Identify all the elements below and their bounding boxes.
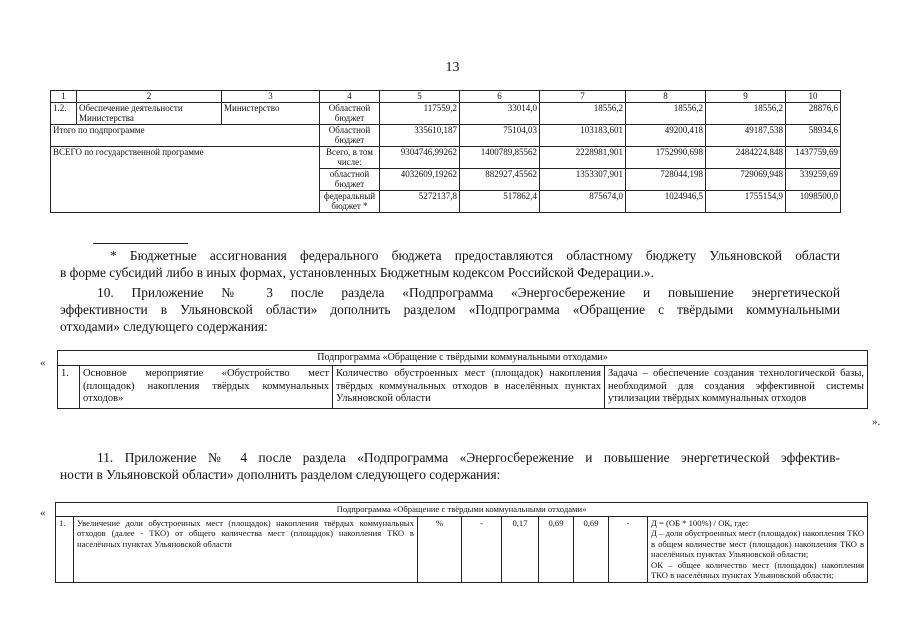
indicator-table — [55, 502, 868, 583]
cell-value: 1437759,69 — [786, 146, 841, 168]
base-value-cell: - — [462, 516, 502, 582]
table-title-row — [58, 351, 868, 366]
row-source: областной бюджет — [320, 168, 380, 190]
row-source: Областной бюджет — [320, 102, 380, 124]
cell-value: 28876,6 — [786, 102, 841, 124]
column-header: 7 — [540, 91, 626, 103]
paragraph-line: ности в Ульяновской области» дополнить разделом следующего содержания: — [60, 467, 501, 482]
indicator-cell: Количество обустроенных мест (площадок) накопления твёрдых коммунальных отходов в населённых пунктах Ульяновской области — [333, 366, 605, 409]
cell-value: 1400789,85562 — [460, 146, 540, 168]
table-header-row — [51, 91, 841, 103]
cell-value: 729069,948 — [706, 168, 786, 190]
cell-value: 49187,538 — [706, 124, 786, 146]
paragraph-line: отходами» следующего содержания: — [60, 319, 268, 334]
total-label: ВСЕГО по государственной программе — [51, 146, 320, 212]
cell-value: 103183,601 — [540, 124, 626, 146]
cell-value: 18556,2 — [706, 102, 786, 124]
table-title: Подпрограмма «Обращение с твёрдыми коммунальными отходами» — [58, 351, 868, 366]
cell-value: 18556,2 — [540, 102, 626, 124]
cell-value: 18556,2 — [626, 102, 706, 124]
task-cell: Задача – обеспечение создания технологической базы, необходимой для создания эффективной системы утилизации твёрдых коммунальных отходов — [605, 366, 868, 409]
cell-value: 0,69 — [539, 516, 574, 582]
cell-value: 335610,187 — [380, 124, 460, 146]
table-row — [58, 366, 868, 409]
cell-value: 0,17 — [502, 516, 539, 582]
table-row — [51, 124, 841, 146]
budget-table — [50, 90, 841, 213]
formula-cell — [648, 516, 868, 582]
cell-value: 1752990,698 — [626, 146, 706, 168]
cell-value: 2484224,848 — [706, 146, 786, 168]
cell-value: 1353307,901 — [540, 168, 626, 190]
cell-value: 1755154,9 — [706, 190, 786, 212]
cell-value: 2228981,901 — [540, 146, 626, 168]
cell-value: 517862,4 — [460, 190, 540, 212]
cell-value: 728044,198 — [626, 168, 706, 190]
cell-value: 33014,0 — [460, 102, 540, 124]
column-header: 9 — [706, 91, 786, 103]
column-header: 8 — [626, 91, 706, 103]
formula-definition: ОК – общее количество мест (площадок) накопления ТКО в населённых пунктах Ульяновской области; — [651, 559, 865, 580]
subprogram-table — [57, 350, 868, 409]
cell-value: 5272137,8 — [380, 190, 460, 212]
footnote-divider — [93, 243, 188, 244]
footnote-line: * Бюджетные ассигнования федерального бюджета предоставляются областному бюджету Ульяновской области — [110, 248, 840, 263]
footnote-line: в форме субсидий либо в иных формах, установленных Бюджетным кодексом Российской Федерации.». — [60, 265, 654, 280]
row-source: Областной бюджет — [320, 124, 380, 146]
column-header: 6 — [460, 91, 540, 103]
paragraph-item-11 — [60, 449, 840, 483]
cell-value: 1098500,0 — [786, 190, 841, 212]
cell-value: 882927,45562 — [460, 168, 540, 190]
row-executor: Министерство — [222, 102, 320, 124]
table-row — [51, 102, 841, 124]
table-row — [51, 146, 841, 168]
column-header: 2 — [77, 91, 222, 103]
cell-value: 1024946,5 — [626, 190, 706, 212]
cell-value: 875674,0 — [540, 190, 626, 212]
column-header: 5 — [380, 91, 460, 103]
row-source: Всего, в том числе: — [320, 146, 380, 168]
column-header: 3 — [222, 91, 320, 103]
cell-value: 49200,418 — [626, 124, 706, 146]
cell-value: 58934,6 — [786, 124, 841, 146]
page-number: 13 — [445, 60, 460, 75]
opening-quote: « — [40, 357, 46, 369]
column-header: 10 — [786, 91, 841, 103]
dash-cell: - — [609, 516, 648, 582]
table-title-row — [56, 503, 868, 517]
measure-cell: Основное мероприятие «Обустройство мест (площадок) накопления твёрдых коммунальных отходов» — [80, 366, 333, 409]
cell-value: 117559,2 — [380, 102, 460, 124]
cell-value: 0,69 — [574, 516, 609, 582]
subtotal-label: Итого по подпрограмме — [51, 124, 320, 146]
table-title: Подпрограмма «Обращение с твёрдыми коммунальными отходами» — [56, 503, 868, 517]
paragraph-line: 11. Приложение № 4 после раздела «Подпрограмма «Энергосбережение и повышение энергетической эффектив- — [97, 450, 840, 465]
row-number: 1. — [56, 516, 74, 582]
cell-value: 75104,03 — [460, 124, 540, 146]
row-number: 1. — [58, 366, 80, 409]
table-row — [56, 516, 868, 582]
paragraph-item-10 — [60, 284, 840, 335]
closing-quote: ». — [872, 416, 881, 428]
unit-cell: % — [418, 516, 462, 582]
paragraph-line: эффективности в Ульяновской области» дополнить разделом «Подпрограмма «Обращение с твёрдыми коммунальными — [60, 302, 840, 317]
row-number: 1.2. — [51, 102, 77, 124]
row-name: Обеспечение деятельности Министерства — [77, 102, 222, 124]
indicator-cell: Увеличение доли обустроенных мест (площадок) накопления твёрдых коммунальных отходов (далее - ТКО) от общего количества мест (площадок) накопления ТКО в населённых пунктах Ульяновской области — [74, 516, 418, 582]
cell-value: 9304746,99262 — [380, 146, 460, 168]
formula-definition: Д – доля обустроенных мест (площадок) накопления ТКО в общем количестве мест (площадок) накопления ТКО в населённых пунктах Ульяновской области; — [651, 528, 865, 559]
cell-value: 4032609,19262 — [380, 168, 460, 190]
cell-value: 339259,69 — [786, 168, 841, 190]
row-source: федеральный бюджет * — [320, 190, 380, 212]
opening-quote: « — [40, 507, 46, 519]
formula-text: Д = (ОБ * 100%) / ОК, где: — [651, 517, 749, 528]
column-header: 1 — [51, 91, 77, 103]
paragraph-line: 10. Приложение № 3 после раздела «Подпрограмма «Энергосбережение и повышение энергетической — [97, 285, 840, 300]
footnote — [60, 247, 840, 281]
column-header: 4 — [320, 91, 380, 103]
